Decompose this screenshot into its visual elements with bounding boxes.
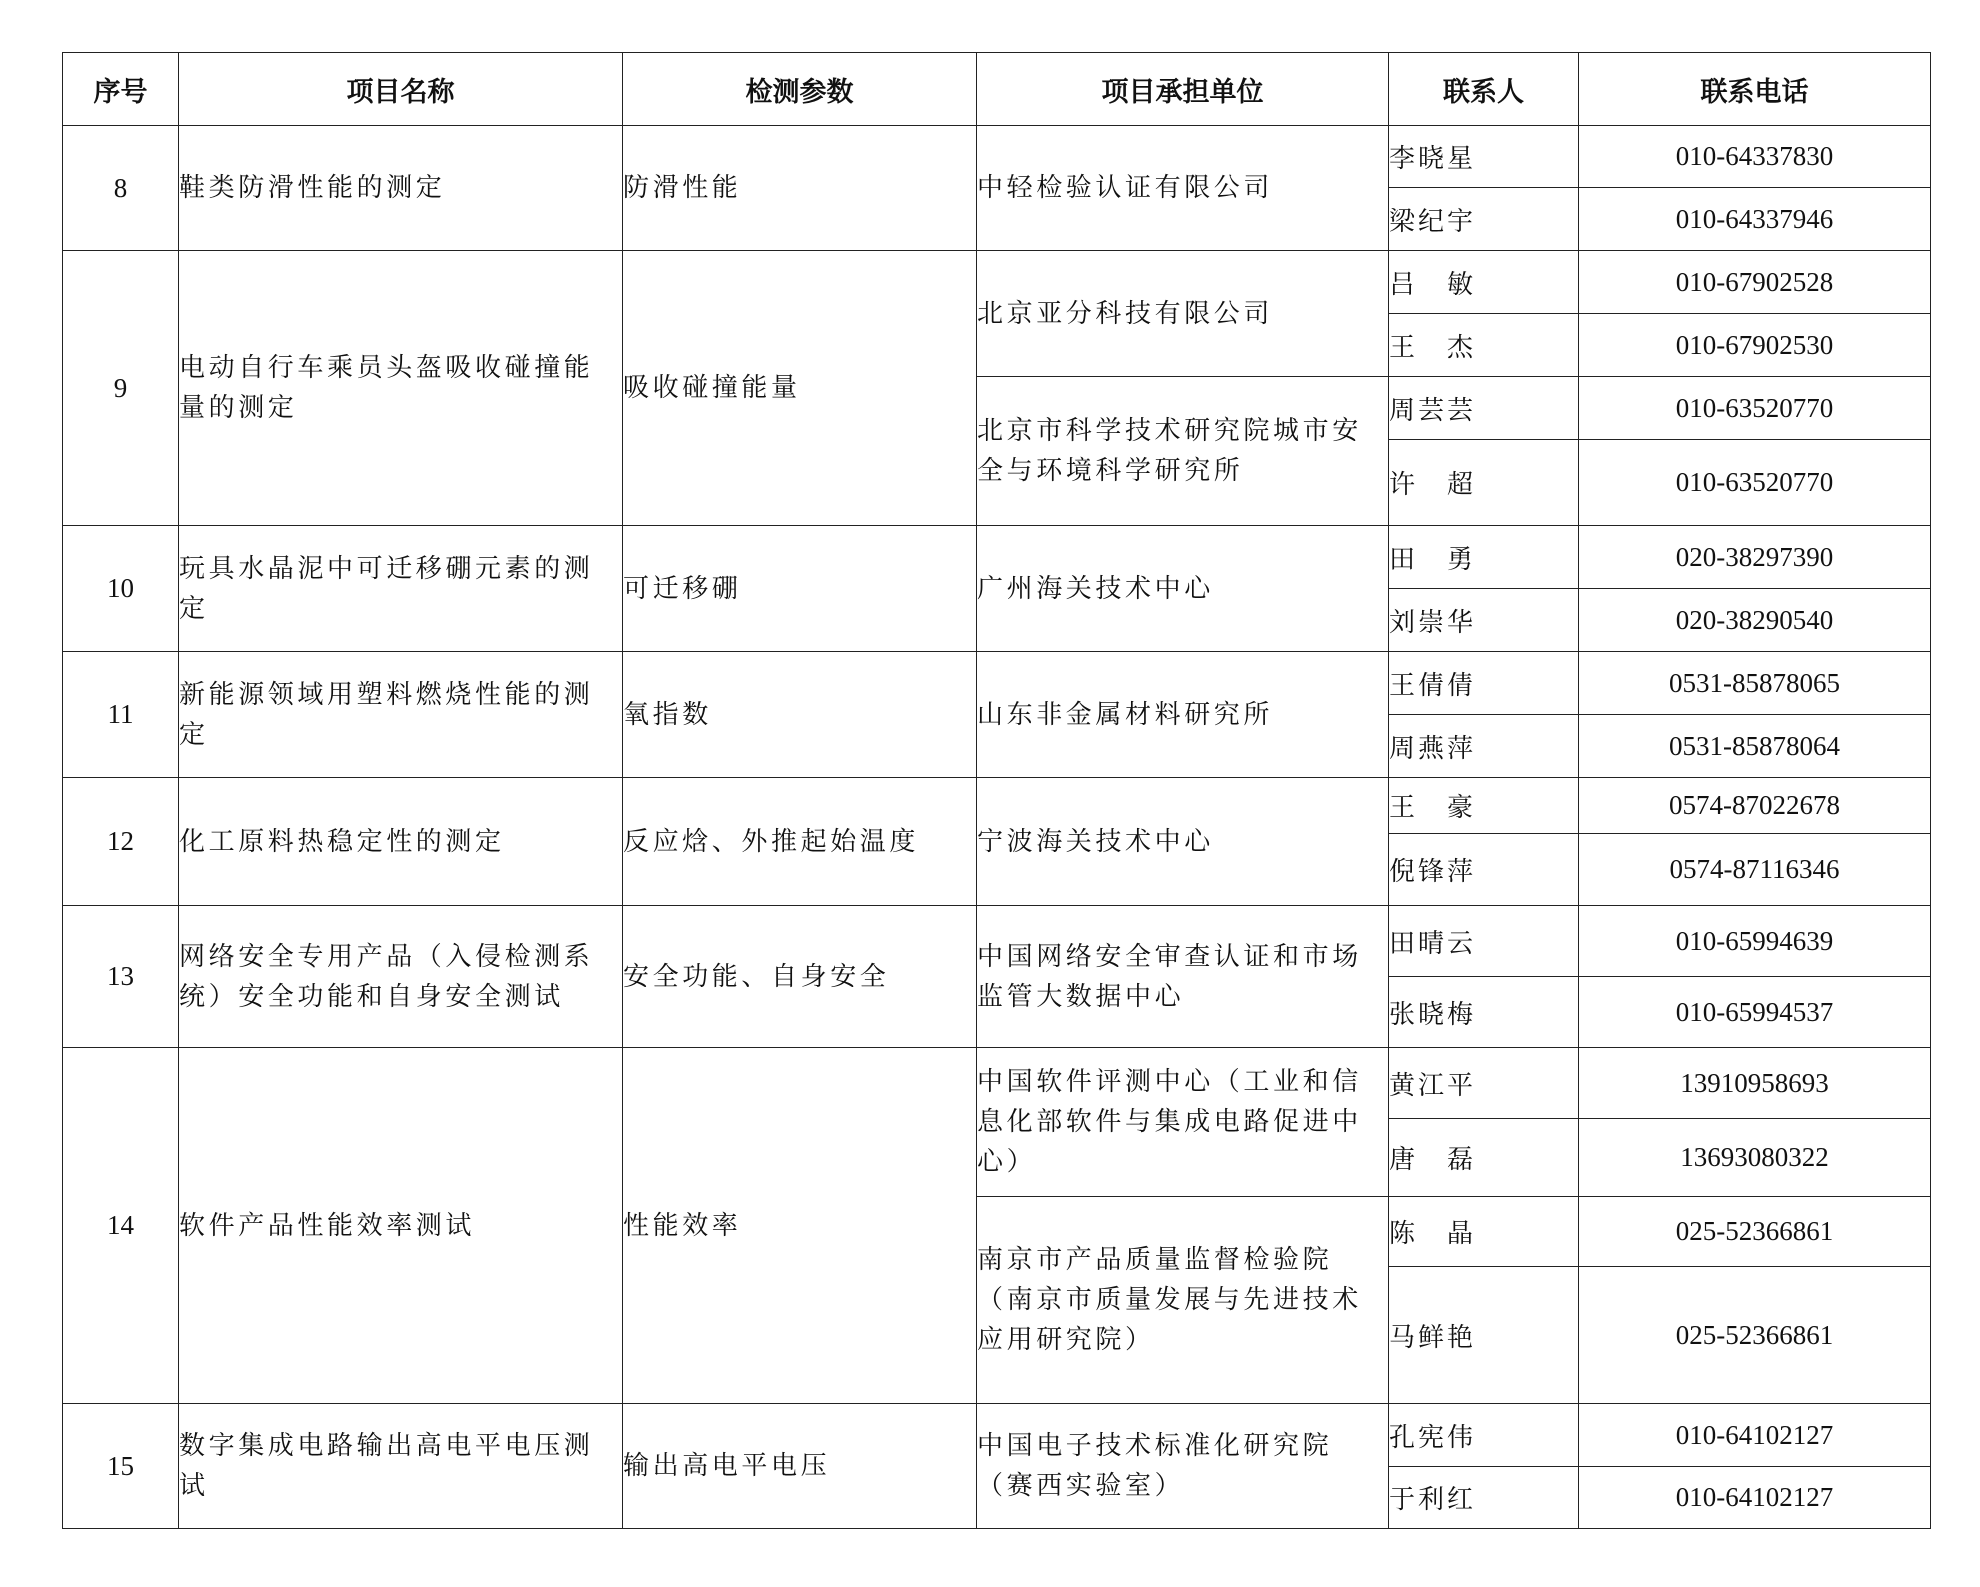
unit-cell: 中轻检验认证有限公司 bbox=[977, 126, 1389, 251]
contact-name-cell: 李晓星 bbox=[1389, 126, 1579, 188]
unit-cell: 北京亚分科技有限公司 bbox=[977, 251, 1389, 377]
phone-cell: 010-67902528 bbox=[1579, 251, 1931, 314]
unit-cell: 中国软件评测中心（工业和信息化部软件与集成电路促进中心） bbox=[977, 1048, 1389, 1197]
seq-cell: 11 bbox=[63, 652, 179, 778]
contact-name-cell: 马鲜艳 bbox=[1389, 1267, 1579, 1404]
phone-cell: 010-63520770 bbox=[1579, 440, 1931, 526]
contact-name-cell: 田 勇 bbox=[1389, 526, 1579, 589]
phone-cell: 025-52366861 bbox=[1579, 1267, 1931, 1404]
unit-cell: 北京市科学技术研究院城市安全与环境科学研究所 bbox=[977, 377, 1389, 526]
phone-cell: 010-64337946 bbox=[1579, 188, 1931, 251]
unit-cell: 宁波海关技术中心 bbox=[977, 778, 1389, 906]
project-name-cell: 软件产品性能效率测试 bbox=[179, 1048, 623, 1404]
seq-cell: 14 bbox=[63, 1048, 179, 1404]
table-row bbox=[63, 778, 1931, 834]
seq-cell: 10 bbox=[63, 526, 179, 652]
contact-name-cell: 梁纪宇 bbox=[1389, 188, 1579, 251]
contact-name-cell: 孔宪伟 bbox=[1389, 1404, 1579, 1467]
contact-table bbox=[62, 52, 1931, 1529]
phone-cell: 020-38290540 bbox=[1579, 589, 1931, 652]
phone-cell: 0531-85878065 bbox=[1579, 652, 1931, 715]
seq-cell: 15 bbox=[63, 1404, 179, 1529]
phone-cell: 010-63520770 bbox=[1579, 377, 1931, 440]
seq-cell: 12 bbox=[63, 778, 179, 906]
params-cell: 安全功能、自身安全 bbox=[623, 906, 977, 1048]
phone-cell: 010-64102127 bbox=[1579, 1467, 1931, 1529]
phone-cell: 13693080322 bbox=[1579, 1119, 1931, 1197]
header-project-name: 项目名称 bbox=[179, 53, 623, 126]
contact-name-cell: 吕 敏 bbox=[1389, 251, 1579, 314]
header-contact: 联系人 bbox=[1389, 53, 1579, 126]
contact-name-cell: 陈 晶 bbox=[1389, 1197, 1579, 1267]
params-cell: 氧指数 bbox=[623, 652, 977, 778]
params-cell: 可迁移硼 bbox=[623, 526, 977, 652]
unit-cell: 中国电子技术标准化研究院（赛西实验室） bbox=[977, 1404, 1389, 1529]
contact-name-cell: 王 豪 bbox=[1389, 778, 1579, 834]
header-row bbox=[63, 53, 1931, 126]
contact-name-cell: 王 杰 bbox=[1389, 314, 1579, 377]
project-name-cell: 网络安全专用产品（入侵检测系统）安全功能和自身安全测试 bbox=[179, 906, 623, 1048]
header-unit: 项目承担单位 bbox=[977, 53, 1389, 126]
contact-name-cell: 许 超 bbox=[1389, 440, 1579, 526]
contact-name-cell: 刘崇华 bbox=[1389, 589, 1579, 652]
seq-cell: 13 bbox=[63, 906, 179, 1048]
phone-cell: 13910958693 bbox=[1579, 1048, 1931, 1119]
contact-name-cell: 倪锋萍 bbox=[1389, 834, 1579, 906]
table-row bbox=[63, 906, 1931, 977]
unit-cell: 山东非金属材料研究所 bbox=[977, 652, 1389, 778]
table-row bbox=[63, 1404, 1931, 1467]
params-cell: 反应焓、外推起始温度 bbox=[623, 778, 977, 906]
table-row bbox=[63, 1048, 1931, 1119]
phone-cell: 0574-87022678 bbox=[1579, 778, 1931, 834]
contact-name-cell: 田晴云 bbox=[1389, 906, 1579, 977]
params-cell: 性能效率 bbox=[623, 1048, 977, 1404]
project-name-cell: 鞋类防滑性能的测定 bbox=[179, 126, 623, 251]
contact-name-cell: 于利红 bbox=[1389, 1467, 1579, 1529]
phone-cell: 010-64102127 bbox=[1579, 1404, 1931, 1467]
contact-name-cell: 周燕萍 bbox=[1389, 715, 1579, 778]
contact-name-cell: 王倩倩 bbox=[1389, 652, 1579, 715]
contact-name-cell: 周芸芸 bbox=[1389, 377, 1579, 440]
project-name-cell: 数字集成电路输出高电平电压测试 bbox=[179, 1404, 623, 1529]
phone-cell: 010-65994537 bbox=[1579, 977, 1931, 1048]
table-row bbox=[63, 126, 1931, 188]
phone-cell: 020-38297390 bbox=[1579, 526, 1931, 589]
unit-cell: 中国网络安全审查认证和市场监管大数据中心 bbox=[977, 906, 1389, 1048]
phone-cell: 010-67902530 bbox=[1579, 314, 1931, 377]
phone-cell: 0531-85878064 bbox=[1579, 715, 1931, 778]
phone-cell: 0574-87116346 bbox=[1579, 834, 1931, 906]
params-cell: 输出高电平电压 bbox=[623, 1404, 977, 1529]
table-row bbox=[63, 251, 1931, 314]
project-name-cell: 化工原料热稳定性的测定 bbox=[179, 778, 623, 906]
table-row bbox=[63, 526, 1931, 589]
table-row bbox=[63, 652, 1931, 715]
unit-cell: 广州海关技术中心 bbox=[977, 526, 1389, 652]
header-seq: 序号 bbox=[63, 53, 179, 126]
project-name-cell: 新能源领域用塑料燃烧性能的测定 bbox=[179, 652, 623, 778]
seq-cell: 9 bbox=[63, 251, 179, 526]
project-name-cell: 电动自行车乘员头盔吸收碰撞能量的测定 bbox=[179, 251, 623, 526]
contact-name-cell: 唐 磊 bbox=[1389, 1119, 1579, 1197]
header-phone: 联系电话 bbox=[1579, 53, 1931, 126]
contact-name-cell: 张晓梅 bbox=[1389, 977, 1579, 1048]
seq-cell: 8 bbox=[63, 126, 179, 251]
project-name-cell: 玩具水晶泥中可迁移硼元素的测定 bbox=[179, 526, 623, 652]
params-cell: 吸收碰撞能量 bbox=[623, 251, 977, 526]
phone-cell: 010-65994639 bbox=[1579, 906, 1931, 977]
unit-cell: 南京市产品质量监督检验院（南京市质量发展与先进技术应用研究院） bbox=[977, 1197, 1389, 1404]
phone-cell: 010-64337830 bbox=[1579, 126, 1931, 188]
phone-cell: 025-52366861 bbox=[1579, 1197, 1931, 1267]
params-cell: 防滑性能 bbox=[623, 126, 977, 251]
contact-name-cell: 黄江平 bbox=[1389, 1048, 1579, 1119]
header-params: 检测参数 bbox=[623, 53, 977, 126]
